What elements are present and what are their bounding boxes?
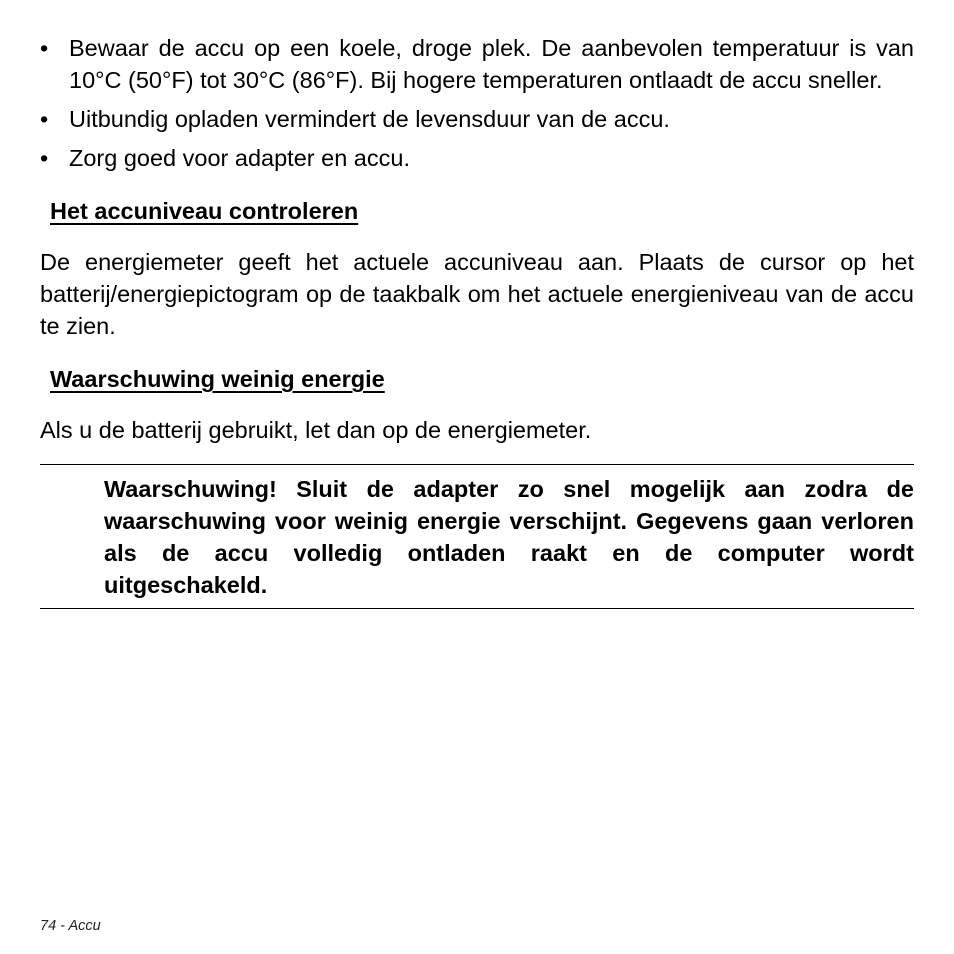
section-heading-battery-level: Het accuniveau controleren: [50, 198, 359, 224]
warning-box: [40, 464, 914, 609]
list-item-text: Zorg goed voor adapter en accu.: [69, 145, 410, 171]
bullet-icon: •: [40, 35, 49, 61]
warning-text: Waarschuwing! Sluit de adapter zo snel mogelijk aan zodra de waarschuwing voor weinig energie verschijnt. Gegevens gaan verloren als de accu volledig ontladen raakt en de computer wordt uitgeschakeld.: [104, 476, 914, 598]
bullet-icon: •: [40, 145, 49, 171]
low-energy-paragraph: Als u de batterij gebruikt, let dan op de energiemeter.: [40, 417, 592, 443]
list-item: [40, 32, 914, 96]
list-item-text: Uitbundig opladen vermindert de levensduur van de accu.: [69, 106, 670, 132]
page-footer: 74 - Accu: [40, 918, 101, 934]
page-content: [40, 32, 914, 609]
list-item: [40, 103, 914, 135]
section-heading-low-energy-warning: Waarschuwing weinig energie: [50, 366, 385, 392]
list-item-text: Bewaar de accu op een koele, droge plek. De aanbevolen temperatuur is van 10°C (50°F) tot 30°C (86°F). Bij hogere temperaturen ontlaadt de accu sneller.: [69, 35, 914, 93]
battery-level-paragraph: De energiemeter geeft het actuele accuniveau aan. Plaats de cursor op het batterij/energiepictogram op de taakbalk om het actuele energieniveau van de accu te zien.: [40, 249, 914, 339]
care-tips-list: [40, 32, 914, 174]
bullet-icon: •: [40, 106, 49, 132]
list-item: [40, 142, 914, 174]
